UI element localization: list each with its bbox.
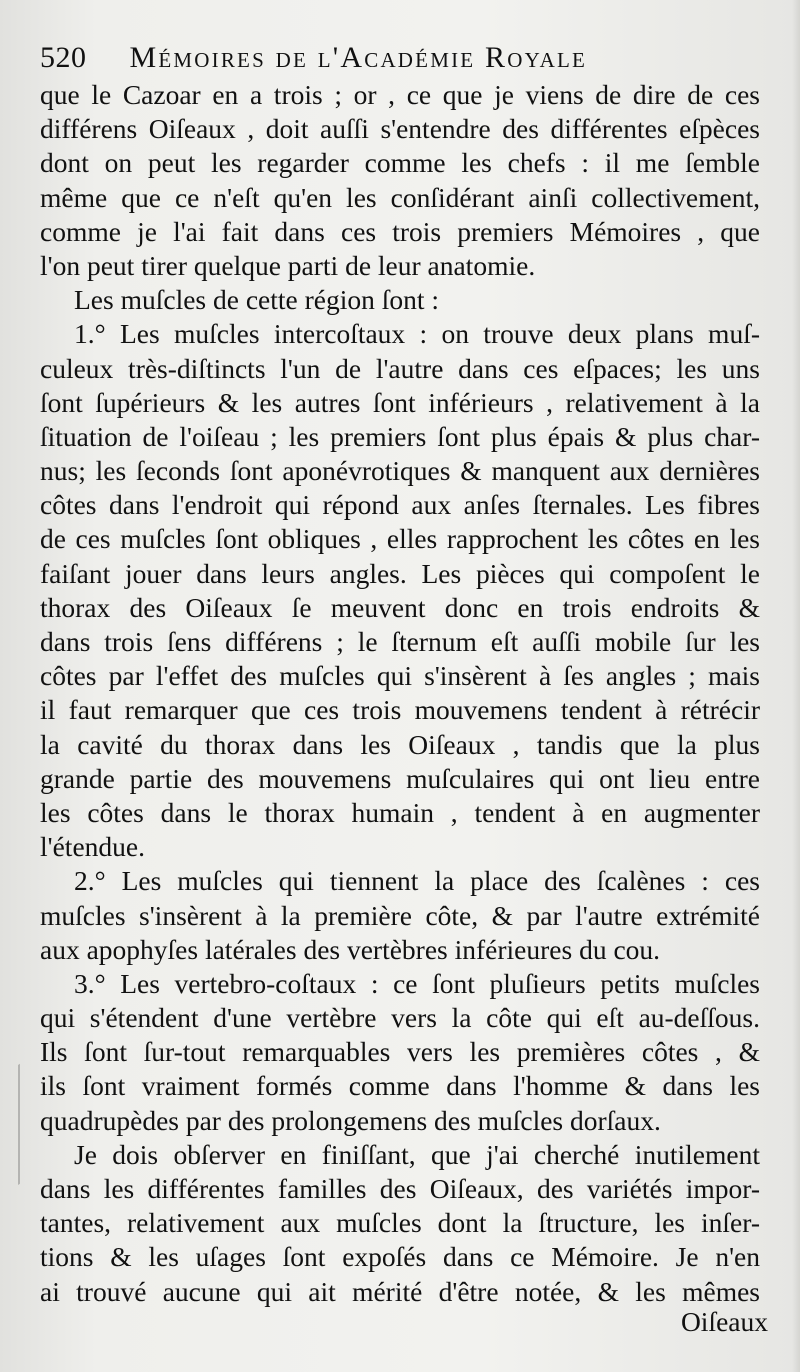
text-line: dont on peut les regarder comme les chefs : il me ſemble [40,147,760,179]
text-line: ils ſont vraiment formés comme dans l'homme & dans les [40,1070,760,1102]
text-line: 2.° Les muſcles qui tiennent la place des ſcalènes : ces [74,865,760,897]
text-line: l'on peut tirer quelque parti de leur anatomie. [40,249,536,281]
text-line: quadrupèdes par des prolongemens des muſcles dorſaux. [40,1104,661,1136]
text-line: Ils ſont ſur-tout remarquables vers les premières côtes , & [40,1036,760,1068]
text-line: l'étendue. [40,831,145,863]
text-line: faiſant jouer dans leurs angles. Les pièces qui compoſent le [40,557,760,589]
text-line: 3.° Les vertebro-coſtaux : ce ſont pluſieurs petits muſcles [74,967,760,999]
catchword: Oiſeaux [680,1306,768,1337]
text-line: dans les différentes familles des Oiſeaux, des variétés impor- [40,1173,760,1204]
body-text [40,78,760,1309]
running-title: Mémoires de l'Académie Royale [129,41,588,74]
text-line: côtes par l'effet des muſcles qui s'insèrent à ſes angles ; mais [40,660,760,692]
text-line: comme je l'ai fait dans ces trois premiers Mémoires , que [40,215,760,247]
text-line: aux apophyſes latérales des vertèbres inférieures du cou. [40,933,661,965]
text-line: 1.° Les muſcles intercoſtaux : on trouve deux plans muſ- [74,318,760,350]
text-line: Les muſcles de cette région ſont : [74,284,440,316]
text-line: que le Cazoar en a trois ; or , ce que je viens de dire de ces [40,79,760,110]
text-line: même que ce n'eſt qu'en les conſidérant ainſi collectivement, [40,181,760,213]
text-line: tions & les uſages ſont expoſés dans ce Mémoire. Je n'en [40,1241,760,1273]
margin-mark [0,1064,20,1196]
text-line: il faut remarquer que ces trois mouvemens tendent à rétrécir [40,694,760,726]
text-line: la cavité du thorax dans les Oiſeaux , tandis que la plus [40,728,760,760]
text-line: ai trouvé aucune qui ait mérité d'être notée, & les mêmes [40,1275,760,1307]
text-line: nus; les ſeconds ſont aponévrotiques & manquent aux dernières [40,455,760,487]
text-line: grande partie des mouvemens muſculaires qui ont lieu entre [40,762,760,794]
text-line: ſont ſupérieurs & les autres ſont inférieurs , relativement à la [40,386,760,418]
text-line: les côtes dans le thorax humain , tendent à en augmenter [40,796,760,828]
text-line: qui s'étendent d'une vertèbre vers la côte qui eſt au-deſſous. [40,1002,760,1034]
running-header [40,36,760,80]
text-line: côtes dans l'endroit qui répond aux anſes ſternales. Les fibres [40,489,760,521]
text-line: thorax des Oiſeaux ſe meuvent donc en trois endroits & [40,591,760,623]
text-line: tantes, relativement aux muſcles dont la ſtructure, les inſer- [40,1207,760,1239]
text-line: culeux très-diſtincts l'un de l'autre dans ces eſpaces; les uns [40,352,760,384]
page-edge-shadow [792,0,800,1372]
page-number: 520 [40,41,87,74]
catchword-container [40,1305,768,1339]
text-line: de ces muſcles ſont obliques , elles rapprochent les côtes en les [40,523,760,555]
text-line: dans trois ſens différens ; le ſternum eſt auſſi mobile ſur les [40,626,760,657]
text-line: ſituation de l'oiſeau ; les premiers ſont plus épais & plus char- [40,420,760,452]
text-line: muſcles s'insèrent à la première côte, & par l'autre extrémité [40,899,760,931]
text-line: différens Oiſeaux , doit auſſi s'entendre des différentes eſpèces [40,113,760,145]
text-line: Je dois obſerver en finiſſant, que j'ai cherché inutilement [74,1138,760,1170]
